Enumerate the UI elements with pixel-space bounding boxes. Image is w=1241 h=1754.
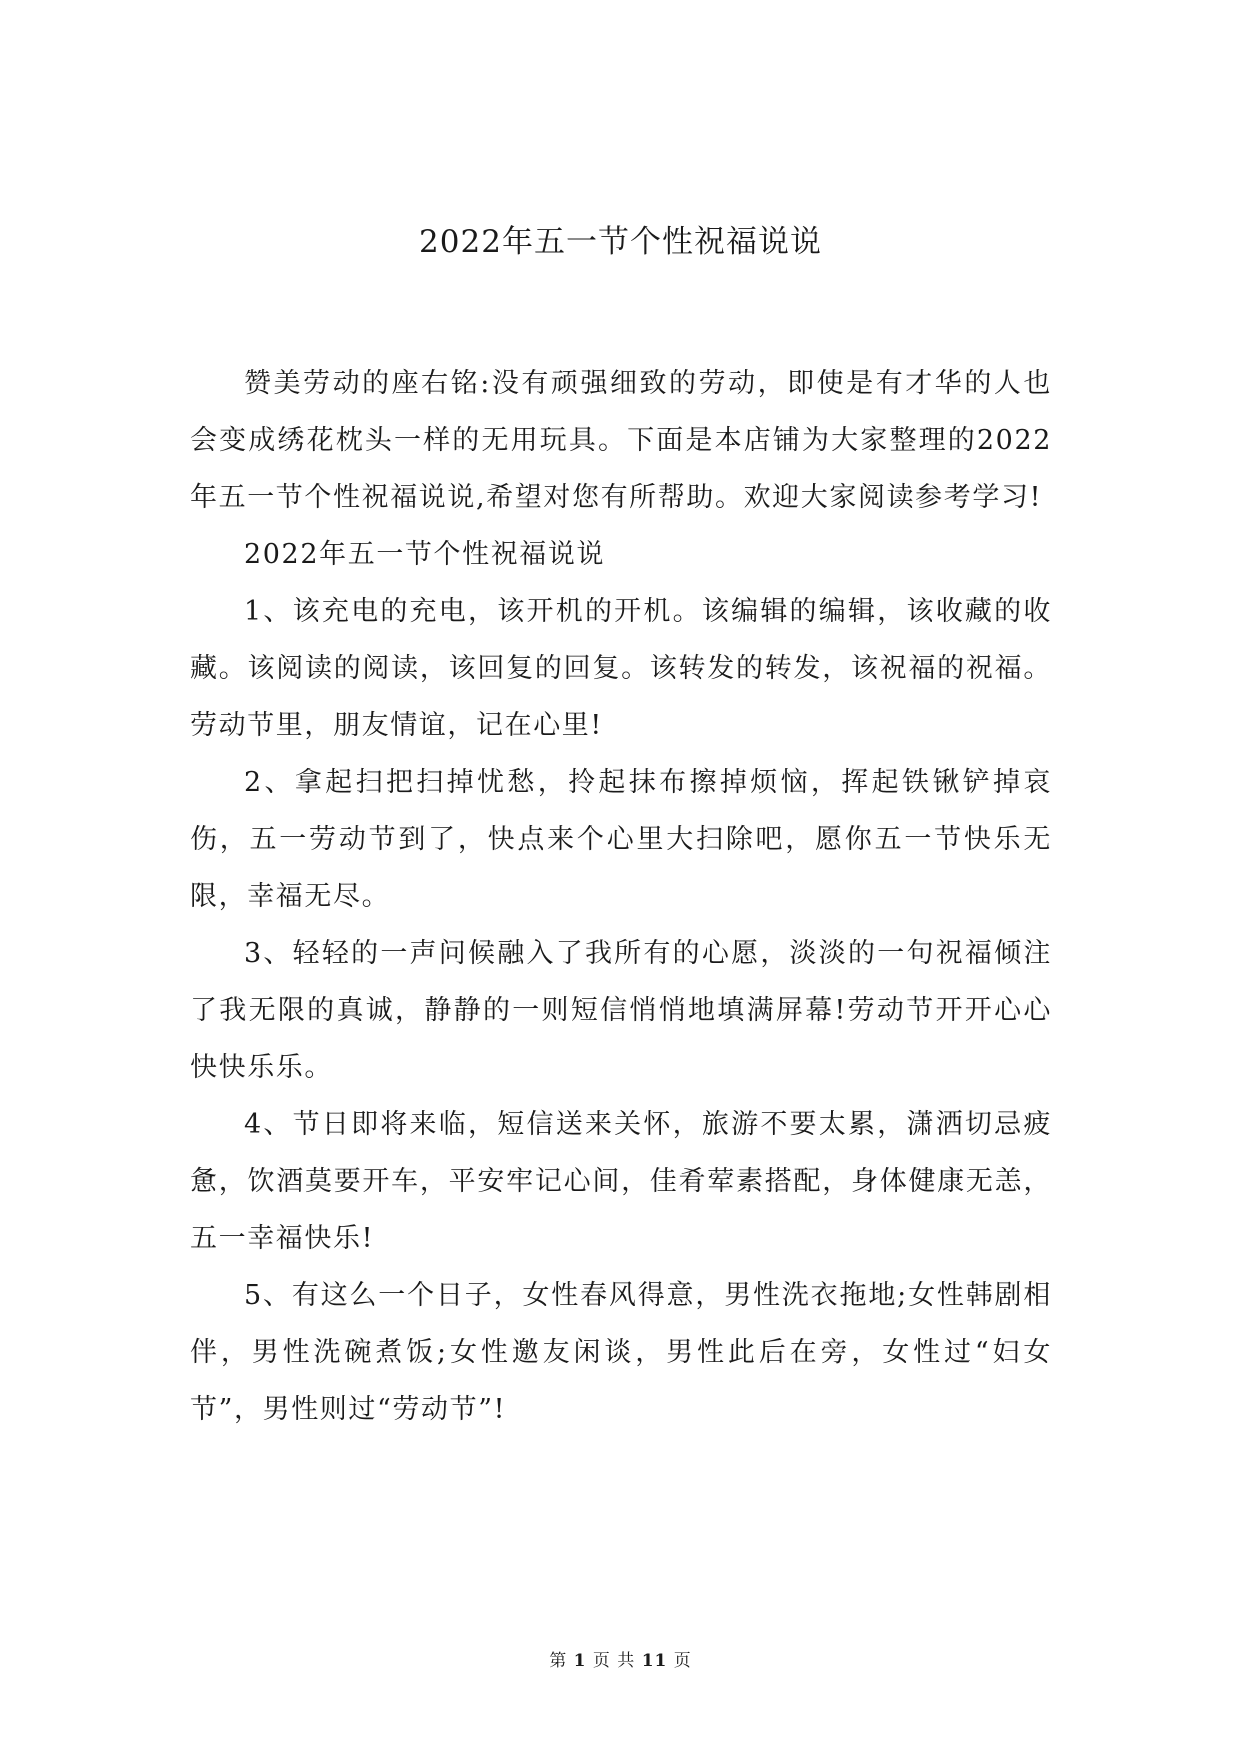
list-item: 5、有这么一个日子，女性春风得意，男性洗衣拖地;女性韩剧相伴，男性洗碗煮饭;女性邀友闲谈，男性此后在旁，女性过“妇女节”，男性则过“劳动节”! (190, 1280, 1052, 1425)
total-page-count: 11 (641, 1651, 668, 1671)
section-heading: 2022年五一节个性祝福说说 (244, 539, 606, 570)
footer-prefix: 第 (549, 1651, 568, 1671)
list-item: 4、节日即将来临，短信送来关怀，旅游不要太累，潇洒切忌疲惫，饮酒莫要开车，平安牢记心间，佳肴荤素搭配，身体健康无恙，五一幸福快乐! (190, 1109, 1052, 1254)
list-item: 1、该充电的充电，该开机的开机。该编辑的编辑，该收藏的收藏。该阅读的阅读，该回复的回复。该转发的转发，该祝福的祝福。劳动节里，朋友情谊，记在心里! (190, 596, 1052, 741)
list-item: 3、轻轻的一声问候融入了我所有的心愿，淡淡的一句祝福倾注了我无限的真诚，静静的一则短信悄悄地填满屏幕!劳动节开开心心快快乐乐。 (190, 938, 1052, 1083)
footer-middle: 页 共 (592, 1651, 636, 1671)
current-page-number: 1 (573, 1651, 587, 1671)
footer-suffix: 页 (673, 1651, 692, 1671)
intro-paragraph: 赞美劳动的座右铭:没有顽强细致的劳动，即使是有才华的人也会变成绣花枕头一样的无用玩具。下面是本店铺为大家整理的2022年五一节个性祝福说说,希望对您有所帮助。欢迎大家阅读参考学习! (190, 368, 1052, 513)
document-body (190, 355, 1052, 1438)
document-title: 2022年五一节个性祝福说说 (419, 224, 822, 260)
list-item: 2、拿起扫把扫掉忧愁，拎起抹布擦掉烦恼，挥起铁锹铲掉哀伤，五一劳动节到了，快点来个心里大扫除吧，愿你五一节快乐无限，幸福无尽。 (190, 767, 1052, 912)
page-footer (0, 1650, 1241, 1672)
